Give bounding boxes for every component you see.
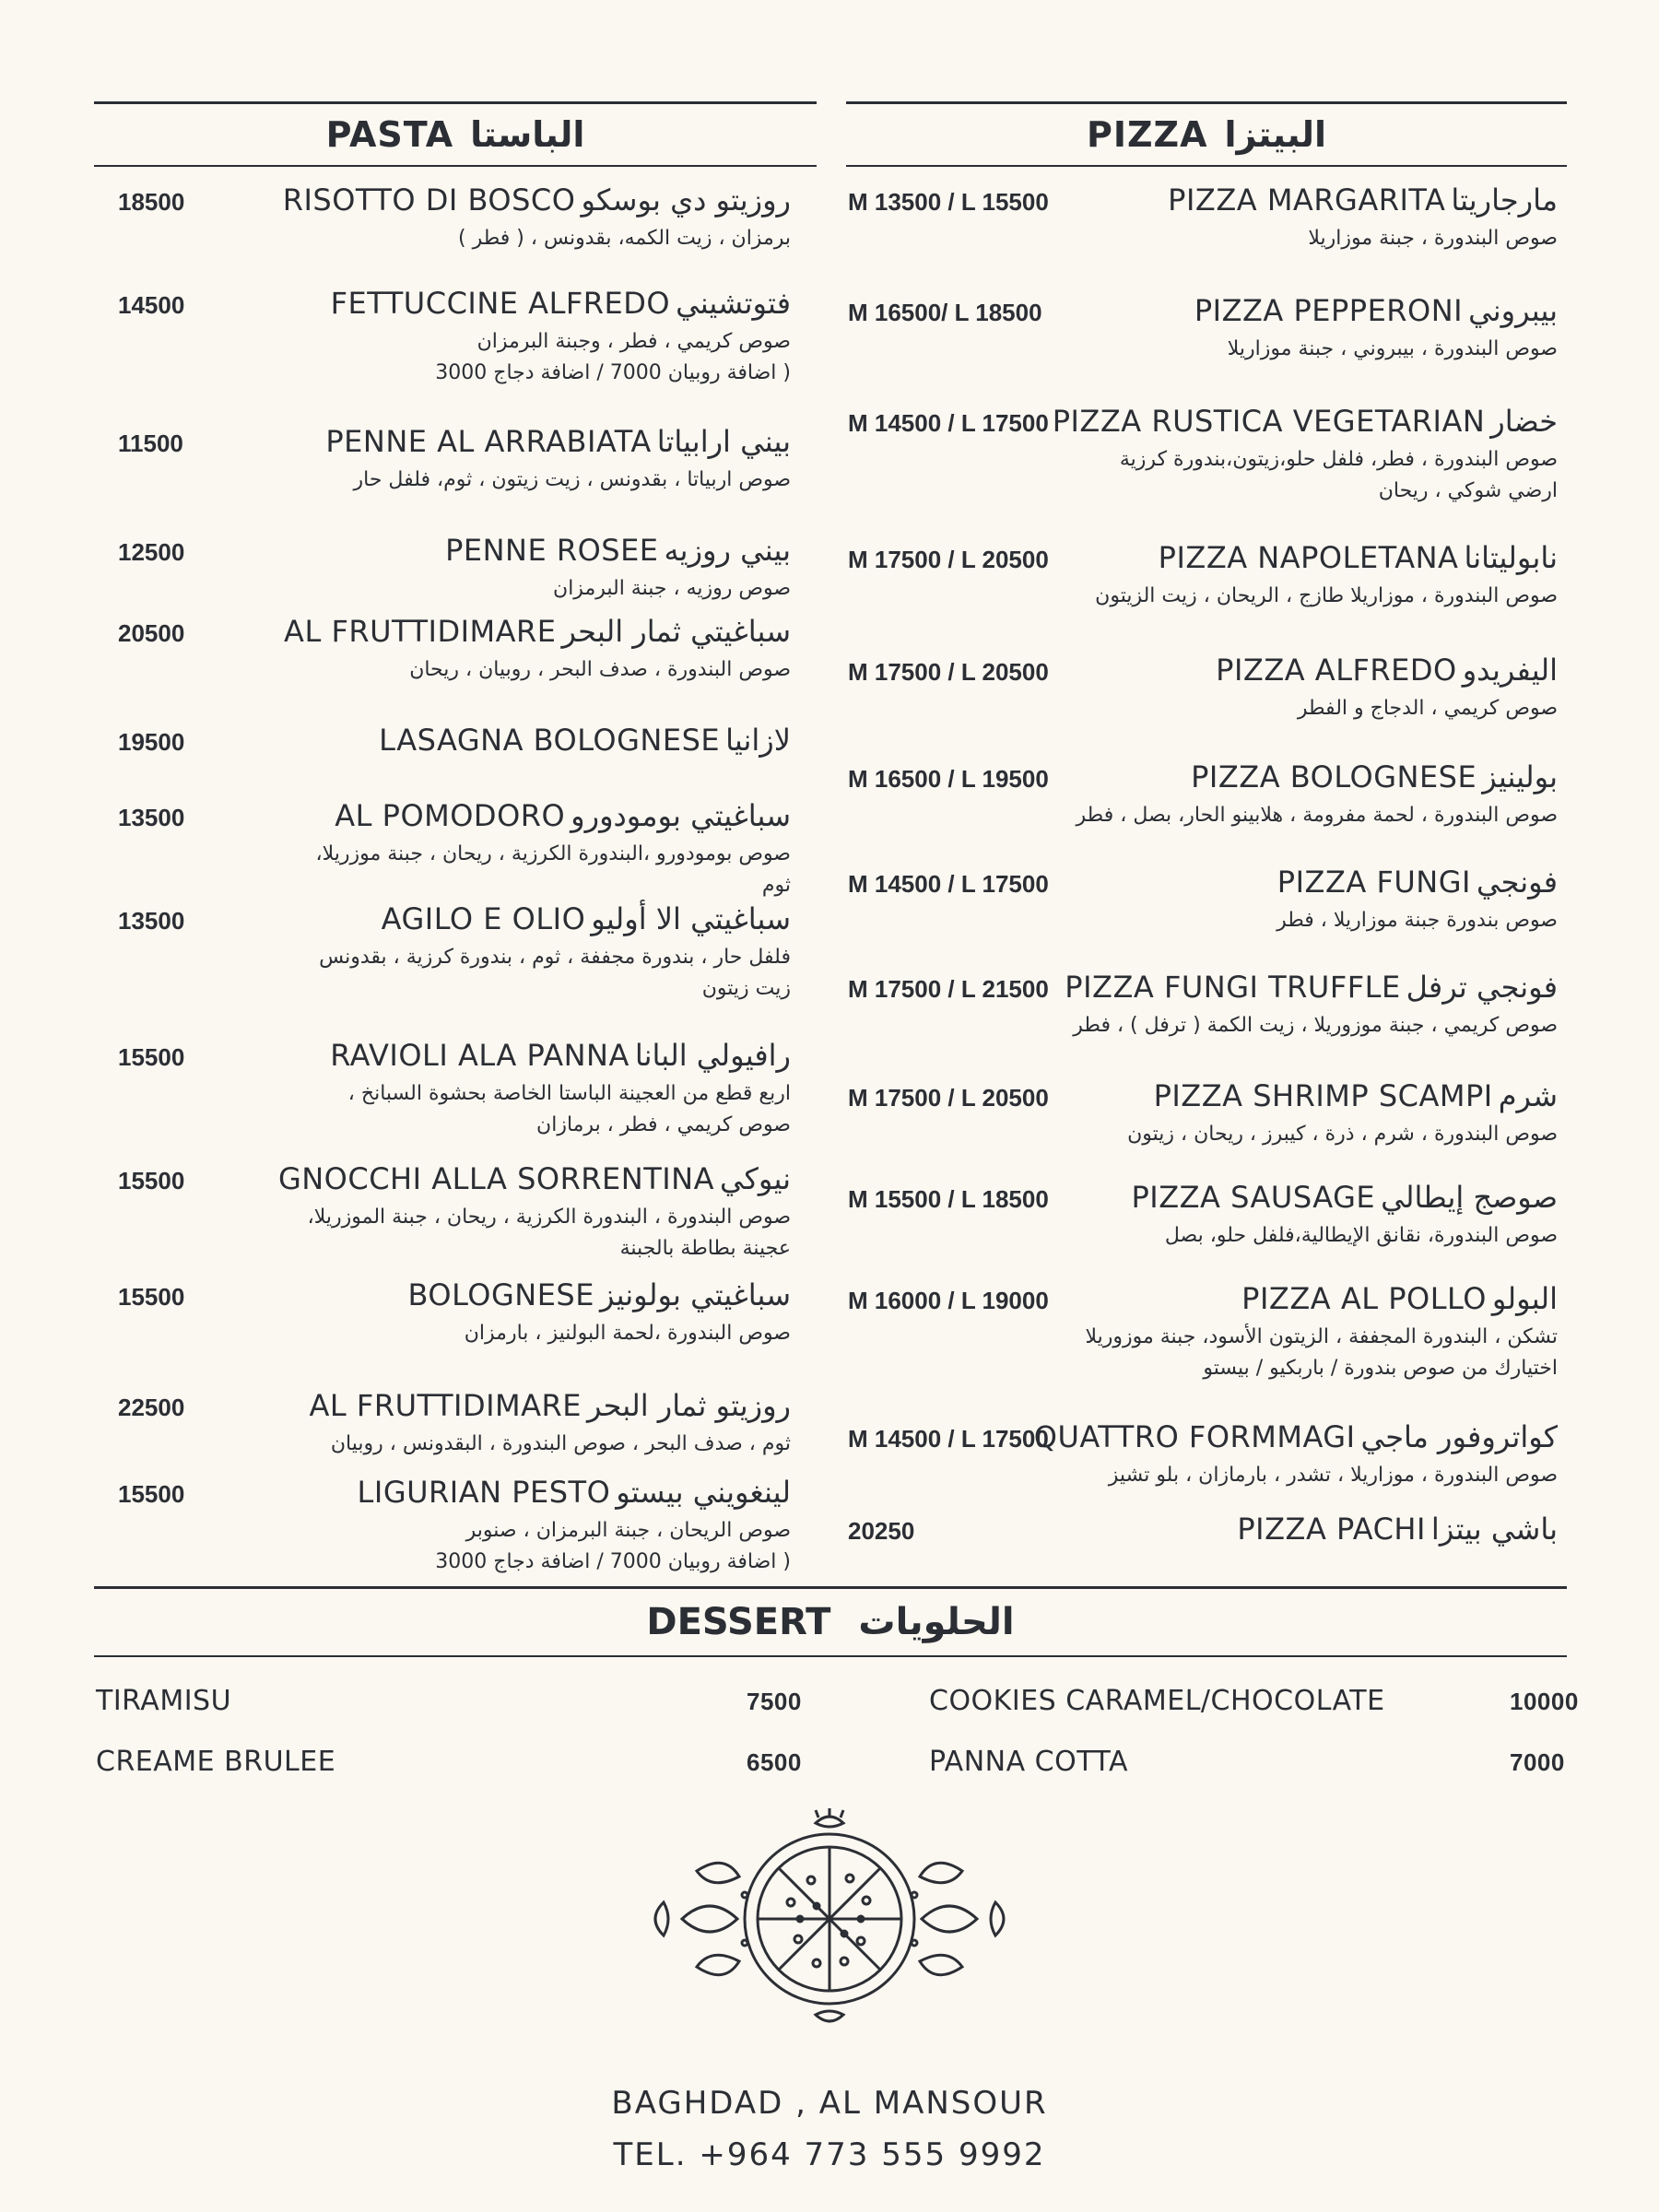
- item-name-ar: رافيولي البانا: [634, 1038, 791, 1073]
- pizza-heading-en: PIZZA: [1086, 114, 1208, 155]
- item-price: 15500: [118, 1283, 185, 1311]
- item-description: [1041, 581, 1558, 612]
- item-description-line: صوص كريمي ، فطر ، وجبنة البرمزان: [477, 330, 791, 353]
- item-name-ar: روزيتو ثمار البحر: [586, 1388, 791, 1423]
- dessert-divider-bottom: [94, 1655, 1567, 1657]
- item-name: [284, 614, 791, 649]
- dessert-price: 10000: [1510, 1688, 1579, 1715]
- item-name: [1277, 865, 1558, 900]
- item-name-ar: صوصج إيطالي: [1381, 1180, 1558, 1215]
- pasta-section-heading: [94, 101, 817, 167]
- item-name: [330, 1038, 791, 1073]
- dessert-item: [929, 1685, 1630, 1717]
- item-description-line: صوص البندورة ، بيبروني ، جبنة موزاريلا: [1227, 337, 1558, 360]
- item-description: [275, 465, 791, 496]
- item-name-ar: سباغيتي ثمار البحر: [561, 614, 791, 649]
- item-price: 20250: [848, 1517, 915, 1545]
- item-name-ar: لازانيا: [725, 723, 791, 758]
- item-name-ar: بيني ارابياتا: [656, 424, 791, 459]
- restaurant-address: BAGHDAD , AL MANSOUR: [611, 2085, 1048, 2122]
- item-name-en: PIZZA ALFREDO: [1216, 653, 1457, 688]
- item-name: [1065, 970, 1558, 1005]
- item-name: [335, 798, 791, 833]
- item-name: [408, 1277, 791, 1312]
- item-description-line: ( اضافة روبيان 7000 / اضافة دجاج 3000: [435, 361, 791, 384]
- item-description-line: صوص البندورة ، لحمة مفرومة ، هلابينو الحار، بصل ، فطر: [1076, 804, 1558, 827]
- item-name: [278, 1161, 791, 1196]
- item-description: [275, 326, 791, 389]
- item-name-en: LASAGNA BOLOGNESE: [379, 723, 721, 758]
- item-name-en: PIZZA NAPOLETANA: [1158, 540, 1459, 575]
- item-price: M 14500 / L 17500: [848, 1425, 1049, 1453]
- item-name-en: PIZZA RUSTICA VEGETARIAN: [1052, 404, 1486, 439]
- dessert-price: 6500: [747, 1748, 802, 1776]
- item-price: M 16500 / L 19500: [848, 765, 1049, 793]
- item-name-en: RISOTTO DI BOSCO: [282, 182, 576, 218]
- item-description: [275, 942, 791, 1005]
- item-name: [1131, 1180, 1558, 1215]
- item-description-line: اختيارك من صوص بندورة / باربكيو / بيستو: [1203, 1357, 1558, 1380]
- pizza-heading-ar: البيتزا: [1224, 114, 1326, 155]
- item-description-line: صوص الريحان ، جبنة البرمزان ، صنوبر: [465, 1519, 791, 1542]
- item-price: M 14500 / L 17500: [848, 409, 1049, 437]
- item-name: [382, 901, 791, 936]
- item-description: [275, 654, 791, 686]
- dessert-divider-top: [94, 1586, 1567, 1589]
- item-name-ar: اليفريدو: [1462, 653, 1558, 688]
- item-price: M 17500 / L 20500: [848, 658, 1049, 686]
- item-description: [1041, 1322, 1558, 1384]
- item-description-line: صوص بومودورو ،البندورة الكرزية ، ريحان ، جبنة موزريلا،: [315, 842, 791, 865]
- item-name-ar: مارجاريتا: [1451, 182, 1558, 218]
- item-description-line: صوص البندورة ، موزاريلا طازج ، الريحان ، زيت الزيتون: [1095, 584, 1558, 607]
- item-name: [379, 723, 791, 758]
- item-description: [275, 573, 791, 605]
- item-name: [331, 286, 791, 321]
- item-name-ar: بولينيز: [1482, 759, 1558, 794]
- pizza-logo-icon: [636, 1806, 1023, 2028]
- item-description: [1041, 905, 1558, 936]
- item-name: [1053, 404, 1558, 439]
- dessert-price: 7000: [1510, 1748, 1565, 1776]
- item-name-en: LIGURIAN PESTO: [357, 1475, 611, 1510]
- item-name-en: PIZZA MARGARITA: [1168, 182, 1446, 218]
- item-price: 11500: [118, 429, 183, 457]
- dessert-heading-en: DESSERT: [646, 1601, 831, 1643]
- item-name-en: PENNE AL ARRABIATA: [325, 424, 652, 459]
- dessert-name: PANNA COTTA: [929, 1746, 1129, 1778]
- dessert-item: [96, 1746, 806, 1778]
- item-description-line: زيت زيتون: [701, 977, 791, 1000]
- item-description-line: صوص البندورة ، فطر، فلفل حلو،زيتون،بندورة كرزية: [1119, 448, 1558, 471]
- item-description: [275, 1202, 791, 1265]
- item-description: [1041, 1010, 1558, 1041]
- item-price: M 14500 / L 17500: [848, 870, 1049, 898]
- item-description-line: فلفل حار ، بندورة مجففة ، ثوم ، بندورة كرزية ، بقدونس: [319, 946, 791, 969]
- item-description: [275, 1429, 791, 1460]
- item-description-line: صوص البندورة ، موزاريلا ، تشدر ، بارمازان ، بلو تشيز: [1108, 1464, 1558, 1487]
- item-price: 13500: [118, 804, 185, 831]
- item-description: [275, 1515, 791, 1578]
- item-name-ar: فونجي: [1476, 865, 1558, 900]
- item-price: M 13500 / L 15500: [848, 188, 1049, 216]
- dessert-item: [96, 1685, 806, 1717]
- item-description: [1041, 800, 1558, 831]
- item-description-line: ثوم ، صدف البحر ، صوص البندورة ، البقدونس ، روبيان: [330, 1432, 791, 1455]
- item-name-en: GNOCCHI ALLA SORRENTINA: [277, 1161, 714, 1196]
- item-name-en: PIZZA BOLOGNESE: [1191, 759, 1477, 794]
- item-name-en: FETTUCCINE ALFREDO: [330, 286, 671, 321]
- item-name-ar: سباغيتي الا أوليو: [591, 901, 791, 936]
- item-name: [310, 1388, 791, 1423]
- item-description-line: صوص كريمي ، الدجاج و الفطر: [1297, 697, 1558, 720]
- item-name-ar: سباغيتي بومودورو: [571, 798, 791, 833]
- dessert-name: COOKIES CARAMEL/CHOCOLATE: [929, 1685, 1385, 1717]
- item-name-en: PIZZA FUNGI: [1277, 865, 1471, 900]
- item-price: 22500: [118, 1394, 185, 1421]
- item-name: [1168, 182, 1558, 218]
- item-name-ar: البولو: [1491, 1281, 1558, 1316]
- item-name-ar: كواتروفور ماجي: [1360, 1419, 1558, 1454]
- item-name-en: PIZZA AL POLLO: [1241, 1281, 1487, 1316]
- item-description: [275, 1318, 791, 1349]
- item-name-ar: فتوتشيني: [676, 286, 791, 321]
- restaurant-phone: TEL. +964 773 555 9992: [613, 2136, 1046, 2173]
- item-price: 12500: [118, 538, 185, 566]
- item-description-line: اربع قطع من العجينة الباستا الخاصة بحشوة السبانخ ،: [347, 1082, 791, 1105]
- dessert-price: 7500: [747, 1688, 802, 1715]
- item-description-line: صوص البندورة ، البندورة الكرزية ، ريحان ، جبنة الموزريلا،: [307, 1206, 791, 1229]
- item-price: M 17500 / L 20500: [848, 546, 1049, 573]
- item-description-line: صوص البندورة ، صدف البحر ، روبيان ، ريحان: [409, 658, 791, 681]
- item-description-line: صوص البندورة ، جبنة موزاريلا: [1308, 227, 1558, 250]
- item-name-ar: سباغيتي بولونيز: [599, 1277, 791, 1312]
- item-name: [1159, 540, 1558, 575]
- item-name: [1237, 1512, 1558, 1547]
- item-name: [445, 533, 791, 568]
- item-description-line: ارضي شوكي ، ريحان: [1378, 479, 1558, 502]
- item-price: M 16500/ L 18500: [848, 299, 1042, 326]
- item-name-en: PIZZA PEPPERONI: [1194, 293, 1464, 328]
- item-description-line: صوص كريمي ، فطر ، برمازان: [536, 1113, 791, 1136]
- item-description-line: صوص روزيه ، جبنة البرمزان: [553, 577, 791, 600]
- item-description: [275, 223, 791, 254]
- item-price: M 17500 / L 21500: [848, 975, 1049, 1003]
- item-name-ar: بيبروني: [1468, 293, 1558, 328]
- item-name: [1216, 653, 1558, 688]
- item-description: [1041, 223, 1558, 254]
- item-description: [1041, 1220, 1558, 1252]
- item-name-en: RAVIOLI ALA PANNA: [330, 1038, 629, 1073]
- item-price: 14500: [118, 291, 185, 319]
- item-price: 15500: [118, 1167, 185, 1194]
- item-price: 13500: [118, 907, 185, 935]
- dessert-item: [929, 1746, 1630, 1778]
- item-name: [1241, 1281, 1558, 1316]
- dessert-section-heading: [94, 1594, 1567, 1650]
- item-name: [358, 1475, 791, 1510]
- item-name: [1154, 1078, 1558, 1113]
- dessert-name: CREAME BRULEE: [96, 1746, 336, 1778]
- dessert-heading-ar: الحلويات: [858, 1601, 1015, 1643]
- item-description-line: برمزان ، زيت الكمه، بقدونس ، ( فطر ): [458, 227, 791, 250]
- item-name-en: AGILO E OLIO: [381, 901, 586, 936]
- item-name-ar: خضار: [1490, 404, 1558, 439]
- item-name-ar: نيوكي: [720, 1161, 791, 1196]
- item-price: 18500: [118, 188, 185, 216]
- item-name: [283, 182, 791, 218]
- pasta-heading-en: PASTA: [325, 114, 454, 155]
- item-description-line: صوص بندورة جبنة موزاريلا ، فطر: [1277, 909, 1558, 932]
- item-description: [275, 1078, 791, 1141]
- item-price: M 15500 / L 18500: [848, 1185, 1049, 1213]
- item-price: 19500: [118, 728, 185, 756]
- item-name-en: PIZZA PACHI: [1237, 1512, 1426, 1547]
- item-price: M 17500 / L 20500: [848, 1084, 1049, 1112]
- item-description: [275, 839, 791, 901]
- item-description-line: صوص البندورة ،لحمة البولنيز ، بارمزان: [464, 1322, 791, 1345]
- item-name: [1034, 1419, 1558, 1454]
- item-name-en: AL FRUTTIDIMARE: [284, 614, 557, 649]
- item-description: [1041, 693, 1558, 724]
- item-name-ar: لينغويني بيستو: [616, 1475, 791, 1510]
- item-price: 20500: [118, 619, 185, 647]
- item-name-en: PIZZA SHRIMP SCAMPI: [1153, 1078, 1493, 1113]
- item-name-ar: باشي بيتزا: [1430, 1512, 1558, 1547]
- item-description-line: صوص البندورة ، شرم ، ذرة ، كيبرز ، ريحان ، زيتون: [1127, 1123, 1558, 1146]
- item-description: [1041, 444, 1558, 507]
- item-name-ar: بيني روزيه: [664, 533, 791, 568]
- item-name: [325, 424, 791, 459]
- item-name-en: AL FRUTTIDIMARE: [309, 1388, 582, 1423]
- pasta-heading-ar: الباستا: [470, 114, 585, 155]
- item-name: [1194, 293, 1558, 328]
- item-description-line: صوص كريمي ، جبنة موزوريلا ، زيت الكمة ( ترفل ) ، فطر: [1073, 1014, 1558, 1037]
- item-name-ar: شرم: [1498, 1078, 1558, 1113]
- item-description: [1041, 1119, 1558, 1150]
- item-description-line: تشكن ، البندورة المجففة ، الزيتون الأسود، جبنة موزوريلا: [1085, 1325, 1558, 1348]
- item-description-line: صوص اربياتا ، بقدونس ، زيت زيتون ، ثوم، فلفل حار: [353, 468, 791, 491]
- item-name-en: BOLOGNESE: [407, 1277, 594, 1312]
- item-description-line: ( اضافة روبيان 7000 / اضافة دجاج 3000: [435, 1550, 791, 1573]
- item-name-en: AL POMODORO: [335, 798, 566, 833]
- item-description-line: ثوم: [761, 874, 791, 897]
- item-price: 15500: [118, 1480, 185, 1508]
- item-name-en: QUATTRO FORMMAGI: [1033, 1419, 1356, 1454]
- item-description-line: عجينة بطاطة بالجبنة: [619, 1237, 791, 1260]
- item-name-ar: روزيتو دي بوسكو: [581, 182, 791, 218]
- item-name-ar: نابوليتانا: [1464, 540, 1558, 575]
- item-name-ar: فونجي ترفل: [1406, 970, 1558, 1005]
- item-description: [1041, 334, 1558, 365]
- item-price: 15500: [118, 1043, 185, 1071]
- item-name-en: PENNE ROSEE: [445, 533, 659, 568]
- item-description: [1041, 1460, 1558, 1491]
- item-price: M 16000 / L 19000: [848, 1287, 1049, 1314]
- item-name: [1191, 759, 1558, 794]
- item-name-en: PIZZA FUNGI TRUFFLE: [1065, 970, 1401, 1005]
- item-description-line: صوص البندورة، نقانق الإيطالية،فلفل حلو، بصل: [1164, 1224, 1558, 1247]
- dessert-name: TIRAMISU: [96, 1685, 232, 1717]
- item-name-en: PIZZA SAUSAGE: [1131, 1180, 1376, 1215]
- pizza-section-heading: [846, 101, 1567, 167]
